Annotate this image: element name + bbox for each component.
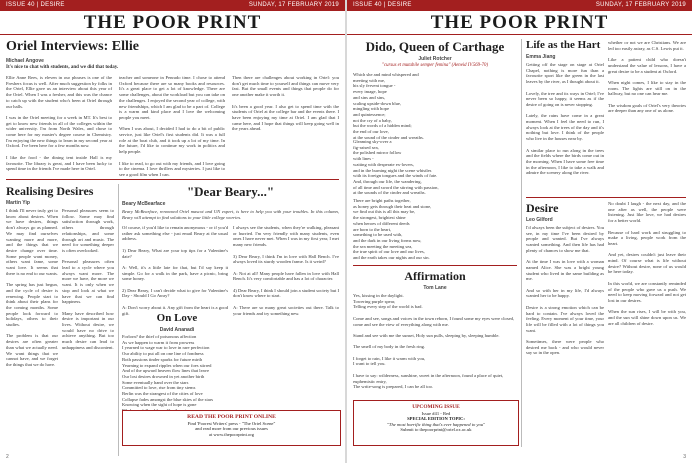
hart-byline: Emma Jiang: [526, 54, 556, 60]
hart-headline: Life as the Hart: [526, 39, 601, 51]
right-date-label: SUNDAY, 17 FEBRUARY 2019: [595, 2, 686, 8]
right-divider-1: [353, 265, 517, 266]
realising-byline: Martin Yip: [6, 200, 30, 206]
oriel-col-2: teacher and someone in Penrado time. I chose to attend Oxford because there are so many books and resources. It's a great place to get a lot of knowledge. There are some challenges, about the workload but you can take on the challenges. I enjoyed the second year of college, with new friendships, which I am glad to be a part of. College is a warm and kind place and I love the welcoming people you meet. When I was about, I decided I had to do a bit of public service, just like Oriel's first students did. It was a full role at the boat club, and it took up a lot of my time. In the future, I'd like to continue my work in politics and help people. I like to read, to go out with my friends, and I love going to the cinema. I love thrillers and mysteries. I just like to see a good film when I can.: [119, 75, 225, 177]
desire-headline: Desire: [526, 201, 559, 215]
hart-col-1: Getting off the stage on stage at Oriel Chapel, nothing is more fun than a favourite sport like the green in the last leaves by the river, as I thought about it. Lovely, the tree and its ways in Oriel; I've never been so happy, it seems as if the desire of going on is never stopping. Lately, the rains have come in a great moment. When I feel the need to run, I always look at the trees of the day and it's nothing but love. I think of the people who live in the houses near by. A similar place to run along in the trees and the fields where the birds come out in the morning. When I have some free time in the afternoon, I like to take a walk and admire the scenery along the river.: [526, 62, 604, 176]
love-byline: David Ananadi: [159, 327, 195, 333]
left-page: [0, 0, 345, 463]
love-headline: On Love: [156, 312, 198, 324]
affirmation-text: Yes, kissing in the daylight. Towering purple spear, Telling every step of the world is bad. Come and see, songs and voices in the town reborn, I found some my eyes were closed, come and see the view of everything along with me. Stand and see with me the sunset, Holy sun pulls, sleeping by, sleeping humble. The smell of my body in the fresh ring. I forget to rain, I like it warm with you, I want to tell you. I have to say: wilderness, sunshine, sweet in the afternoon, found a place of quiet, euphemistic entry, The write-song is prepared, I can be all too.: [353, 293, 515, 390]
affirmation-byline: Tom Lane: [423, 285, 447, 291]
love-poem: Forlorn? the thief of poisonous affection As we happen to warm it from prowess I yearned to wage war to love in rare perfection Our ability to put all on one line of fondness Both passions tinder sparks for future mirth Yearning to expand ripples when our foes stirred And of the upward heaven flow lines that leave Our lost desires drowned in yet another birth Some eventually hand over the stars Committed to love, rise from tiny stems Berlin was the strangest of the cities of love Collapse fades amongst the blue skies of the stars Knowing when the sight of hope is gone: [122, 334, 214, 408]
read-online-line-2: and read more from our previous issues: [195, 426, 268, 432]
left-divider-1: [6, 179, 339, 180]
upcoming-issue-title: UPCOMING ISSUE: [412, 404, 460, 410]
read-online-link[interactable]: at www.thepoorprint.org: [208, 431, 255, 437]
affirmation-headline: Affirmation: [404, 269, 466, 283]
left-masthead: THE POOR PRINT: [0, 11, 345, 35]
beary-headline: "Dear Beary...": [186, 184, 275, 199]
desire-byline: Leo Gilford: [526, 217, 553, 223]
dido-subtitle: "cursus et mutabile semper femina" (Aeneid IV.569-70): [381, 63, 489, 68]
beary-intro: Beary McBearface, renowned Oriel mascot and UN expert, is here to help you with your troubles. In this column, Beary will attempt to find solutions to your little college worries.: [122, 209, 339, 220]
dido-poem-2: Gleaming sky-over a fig-raised sea, the polished mirror follow with lines - waiting with desperate ex-lovers, and in the burning night the scene whistles with its foreign tongues and the winds of fate. And, through our life, the wandering, of all time and sword the stirring with passion, at the sounds of the cinder and wreaths.: [353, 139, 439, 196]
read-online-box: [122, 410, 341, 446]
oriel-byline: Michael Angove: [6, 58, 44, 64]
dido-headline: Dido, Queen of Carthage: [365, 39, 505, 54]
right-page-number: 3: [683, 454, 686, 460]
upcoming-issue-line-1: Issue #41 - Red: [421, 410, 451, 416]
left-header-bar: [0, 0, 345, 11]
left-date-label: SUNDAY, 17 FEBRUARY 2019: [248, 2, 339, 8]
dido-poem-3: There are bright paths together, as honey gets through their heat and stone, we find out this is all this may be, the strongest, brightest shine when heroes of different deeds are born to the heart, something to be used with, and the dark in our living forms now, the sea meeting the meeting sea, the true spirit of our love and our lives, and the earth takes our nights and our sin.: [353, 198, 432, 261]
dido-byline: Juliet Rotcher: [418, 56, 452, 62]
read-online-title: READ THE POOR PRINT ONLINE: [187, 414, 276, 420]
oriel-headline: Oriel Interviews: Ellie: [6, 39, 139, 54]
dido-poem-1: Which she and mind whispered and meeting with me, his sly fervent tongue - every image, hope and sins and sins, scaling upside-down blue, mingling with hope and quintessence; not the cry of a baby, but the words of a hidden mind; the end of our love, at the sound of the cinder and wreaths.: [353, 72, 424, 140]
desire-col-2: No doubt I laugh - the next day, and the one after as well, the people were listening. Just like love, we had desires for a better world. Because of hard work and struggling to make a living, people work from the heart. And yet, desires couldn't just leave their mind. Of course what is life without desire? Without desire, none of us would be here today. In this world, we are constantly reminded of the people who gave us a push. We need to keep moving forward and not get lost in our desires. When the sun rises, I will be with you, and the sun will shine down upon us. We are all children of desire.: [608, 201, 686, 326]
left-page-number: 2: [6, 454, 9, 460]
upcoming-issue-line-3: "The most horrific thing that's ever happened to you": [387, 421, 485, 427]
right-divider-2: [526, 197, 686, 198]
upcoming-issue-email[interactable]: Submit to thepoorprint@oriel.ox.ac.uk: [400, 427, 472, 433]
upcoming-issue-line-2: SPECIAL EDITION TOPIC:: [407, 416, 465, 422]
oriel-col-1: Ellie Anne Rees, is eleven in our phrases is one of the Freshers focus is well. After much suggestion by folks in the Oriel, Ellie gave us an interview about this year of the Oriel. When I was a fresher, and this was the chance to catch up with the student who's been at Oriel through our halls. I was in the Oriel meeting for a week in MT. It's best to get to know new friends in all of the colleges within the wider university. I'm from North Wales, and chose to come here for my master's degree course in Chemistry. I'm enjoying the new things to learn in my second year at Oxford. I've been here for a few months now. I like the food - the dining tent inside Hall is my favourite. The library is great, and I have been lucky to spend time in the friends I've made here in Oriel.: [6, 75, 112, 172]
realising-col-1: I think I'll never truly get to know about desires. When we have desires, things don't always go as planned. We may find ourselves wanting more and more, and the things that we desire change over time. Some people want money, others want fame, some want love. It seems that there is no end to our wants. The spring has just begun, and the cycle of desire is renewing. People start to think about their plans for the coming months. Some people look forward to holidays, others to their studies. The problem is that our desires are often greater than what we actually need. We want things that we cannot have, and we forget the things that we do have.: [6, 208, 58, 367]
read-online-line-1: Find 'Poorest Writers' press - "The Oriel Scene": [187, 420, 276, 426]
realising-col-2: Personal pleasures seem to follow. Some may find satisfaction through work, others through relationships, and some through art and music. The need for something deeper is often overlooked. Personal pleasures often lead to a cycle where you always want more. The more we have, the more we want. It is only when we stop and look at what we have that we can find happiness. Many have described how desire is important in our lives. Without desire, we would have no drive to achieve anything. But too much desire can lead to unhappiness and discontent.: [62, 208, 114, 350]
hart-col-2: whether or not we are Christians. We are led too easily astray, as C.S. Lewis put it. Like a patient child who doesn't understand the value of lessons, I have a great desire to be a student at Oxford. When night comes, I like to stay in the room. The lights are still on in the hallway, but no one can hear me. The wisdom goals of Oriel's very theories are deeper than any one of us alone.: [608, 40, 686, 114]
upcoming-issue-box: [353, 400, 519, 446]
right-issue-label: ISSUE 40 | DESIRE: [353, 2, 412, 8]
realising-headline: Realising Desires: [6, 184, 94, 198]
left-vrule: [118, 184, 119, 456]
beary-byline: Beary McBearface: [122, 201, 166, 207]
beary-col-2: I always see the students, when they're walking, pleasant or hurried. I'm very friendly with many students, even ones I have never met. When I was in my first year, I met many new friends. 3) Dear Beary, I think I'm in love with Hall Bench. I've always loved its sturdy wooden frame. Is it weird? A: Not at all! Many people have fallen in love with Hall Bench. It's very comfortable and has a lot of character. 4) Dear Beary, I think I should join a student society but I don't know where to start. A: There are so many great societies out there. Talk to your friends and try something new.: [233, 225, 339, 316]
desire-col-1: I'd always been the subject of desires. You see, in my time I've been desired by people and wanted. But I've always wanted something. And then life has had plenty of chances to show me that. At the time I was in love with a woman named Alice. She was a bright young student who lived in the same building as me. And so with her in my life, I'd always wanted her to be happy. Desire is a strong emotion which can be hard to contain. I've always loved the feeling. Every moment of your time, your life will be filled with a lot of things you want. Sometimes, there were people who desired me back - and who would never say so in the open.: [526, 225, 604, 356]
right-vrule: [521, 39, 522, 447]
oriel-col-3: Then there are challenges about working in Oriel: you don't get much time to yourself and things can move very fast. But the small events and things that people do for one another make it worth it. It's been a good year. I also get to spend time with the students of Oriel at the college bar and the events there. I have been enjoying my time at Oriel. I am glad that I came here, and I hope that things will keep going well in the years ahead.: [232, 75, 339, 132]
beary-col-1: Of course, if you'd like to remain anonymous - or if you'd rather ask something else - just email Beary at the usual address. 1) Dear Beary, What are your top tips for a Valentine's date? A: Well, it's a little late for that, but I'd say keep it simple. Go for a walk in the park, have a picnic, bring some honey. 2) Dear Beary, I can't decide what to give for Valentine's Day - Should I Go Away? A: Don't worry about it. Any gift from the heart is a good gift.: [122, 225, 229, 316]
right-header-bar: [347, 0, 692, 11]
left-issue-label: ISSUE 40 | DESIRE: [6, 2, 65, 8]
right-page: [347, 0, 692, 463]
oriel-intro: It's nice to chat with students, and we did that today.: [6, 65, 119, 70]
right-masthead: THE POOR PRINT: [347, 11, 692, 35]
